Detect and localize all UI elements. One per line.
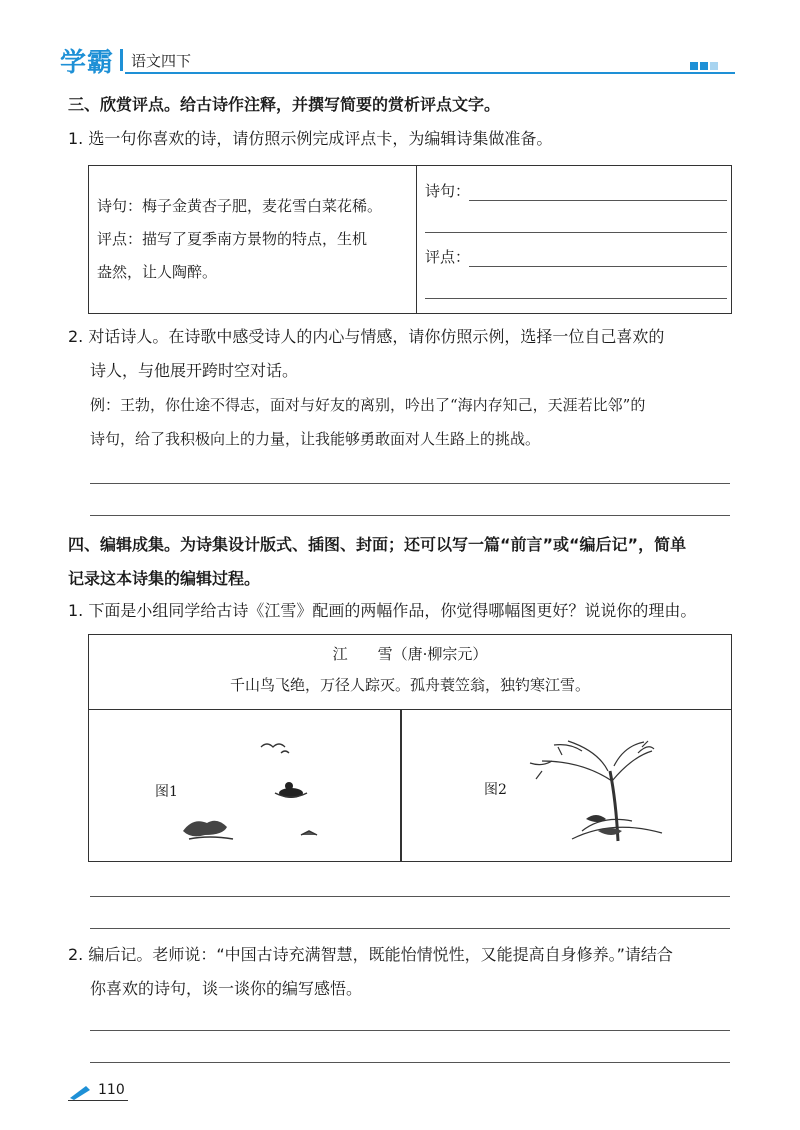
section3-title: 三、欣赏评点。给古诗作注释，并撰写简要的赏析评点文字。 <box>68 95 501 114</box>
card-example-comment-2: 盎然，让人陶醉。 <box>97 263 218 281</box>
figure1-panel <box>89 711 399 861</box>
card-blank-comment-line-2[interactable] <box>425 298 727 299</box>
card-blank-comment-line[interactable] <box>469 266 727 267</box>
answer-line[interactable] <box>90 1030 730 1031</box>
page-number: 110 <box>98 1082 125 1098</box>
answer-line[interactable] <box>90 515 730 516</box>
card-example-comment-1: 评点：描写了夏季南方景物的特点，生机 <box>97 230 368 248</box>
card-blank-poem-label: 诗句： <box>425 182 471 200</box>
section4-q2-line1: 2. 编后记。老师说：“中国古诗充满智慧，既能怡情悦性，又能提高自身修养。”请结合 <box>68 945 673 964</box>
poem-header <box>89 635 731 710</box>
figure1-label: 图1 <box>155 784 178 800</box>
poem-title: 江 雪（唐·柳宗元） <box>332 645 488 663</box>
figure2-illustration <box>402 711 730 861</box>
brand-logo: 学霸 <box>60 47 115 78</box>
poem-illustration-box <box>88 634 732 862</box>
answer-line[interactable] <box>90 896 730 897</box>
card-blank-poem-line-2[interactable] <box>425 232 727 233</box>
answer-line[interactable] <box>90 1062 730 1063</box>
figure1-illustration <box>89 711 399 861</box>
pencil-icon <box>68 1084 92 1100</box>
poem-text: 千山鸟飞绝，万径人踪灭。孤舟蓑笠翁，独钓寒江雪。 <box>229 676 590 694</box>
comment-card <box>88 165 732 314</box>
section4-title-line2: 记录这本诗集的编辑过程。 <box>68 569 261 588</box>
header-rule <box>125 72 735 74</box>
section4-title-line1: 四、编辑成集。为诗集设计版式、插图、封面；还可以写一篇“前言”或“编后记”，简单 <box>68 535 687 554</box>
brand-divider <box>120 49 123 71</box>
card-blank-comment-label: 评点： <box>425 248 471 266</box>
footer-rule <box>68 1100 128 1101</box>
card-blank-poem-line[interactable] <box>469 200 727 201</box>
example-line1: 例：王勃，你仕途不得志，面对与好友的离别，吟出了“海内存知己，天涯若比邻”的 <box>90 396 646 414</box>
figure2-panel <box>402 711 730 861</box>
card-example <box>89 166 417 313</box>
figure2-label: 图2 <box>484 782 507 798</box>
example-line2: 诗句，给了我积极向上的力量，让我能够勇敢面对人生路上的挑战。 <box>90 430 541 448</box>
answer-line[interactable] <box>90 928 730 929</box>
section3-q2-line1: 2. 对话诗人。在诗歌中感受诗人的内心与情感，请你仿照示例，选择一位自己喜欢的 <box>68 327 665 346</box>
header-decoration <box>690 62 718 70</box>
subject-label: 语文四下 <box>131 51 192 70</box>
card-example-poem: 诗句：梅子金黄杏子肥，麦花雪白菜花稀。 <box>97 197 383 215</box>
section3-q1: 1. 选一句你喜欢的诗，请仿照示例完成评点卡，为编辑诗集做准备。 <box>68 129 553 148</box>
section3-q2-line2: 诗人，与他展开跨时空对话。 <box>90 361 299 380</box>
answer-line[interactable] <box>90 483 730 484</box>
brand-header <box>60 40 191 80</box>
section4-q1: 1. 下面是小组同学给古诗《江雪》配画的两幅作品，你觉得哪幅图更好？说说你的理由。 <box>68 601 697 620</box>
section4-q2-line2: 你喜欢的诗句，谈一谈你的编写感悟。 <box>90 979 363 998</box>
